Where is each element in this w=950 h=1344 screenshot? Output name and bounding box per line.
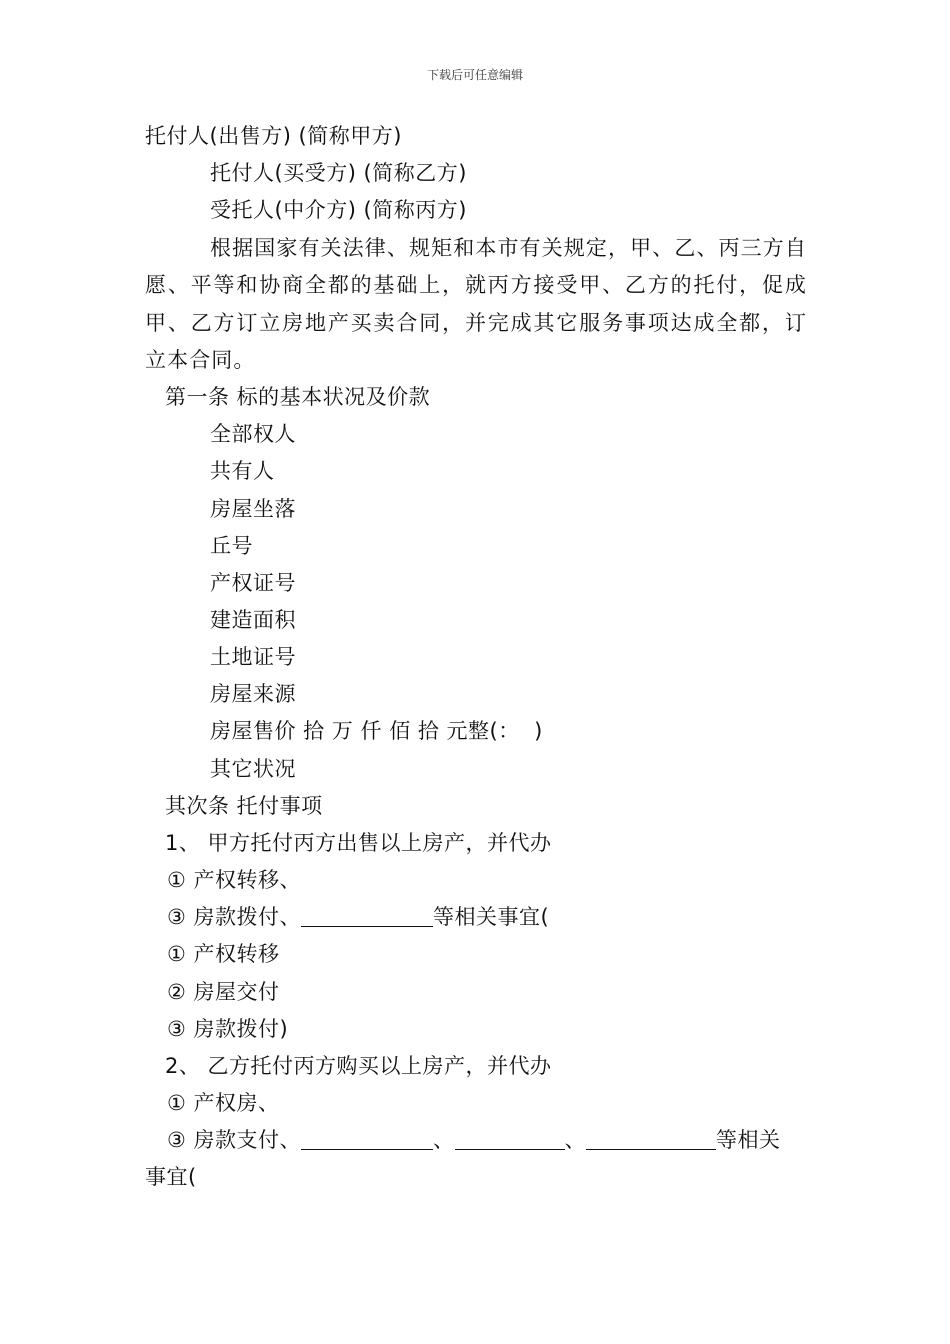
field-land-cert: 土地证号: [210, 645, 296, 669]
blank-line: [455, 1129, 565, 1150]
separator: 、: [564, 1128, 587, 1152]
blank-line: [301, 1129, 433, 1150]
blank-line: [301, 906, 433, 927]
item2-lead: 2、 乙方托付丙方购买以上房产，并代办: [165, 1054, 552, 1078]
item2-line: [167, 1125, 781, 1155]
item2-line: 事宜(: [145, 1165, 197, 1189]
item1-line: ② 房屋交付: [167, 980, 280, 1004]
field-owner: 全部权人: [210, 422, 296, 446]
party-agent: 受托人(中介方) (简称丙方): [210, 198, 467, 222]
preamble-paragraph: 根据国家有关法律、规矩和本市有关规定，甲、乙、丙三方自愿、平等和协商全都的基础上，就丙方接受甲、乙方的托付，促成甲、乙方订立房地产买卖合同，并完成其它服务事项达成全都，订立本合同。: [145, 236, 807, 373]
item1-line-tail: 等相关事宜(: [433, 905, 550, 929]
item2-line-text: ③ 房款支付、: [167, 1128, 302, 1152]
separator: 、: [433, 1128, 455, 1152]
field-location: 房屋坐落: [210, 497, 296, 521]
party-seller: 托付人(出售方) (简称甲方): [145, 124, 402, 148]
item2-line: ① 产权房、: [167, 1091, 280, 1115]
field-title-cert: 产权证号: [210, 571, 296, 595]
field-co-owner: 共有人: [210, 459, 275, 483]
field-other: 其它状况: [210, 757, 296, 781]
article1-title: 第一条 标的基本状况及价款: [165, 385, 431, 409]
field-lot-number: 丘号: [210, 534, 253, 558]
item1-line: ③ 房款拨付): [167, 1017, 289, 1041]
item1-line: ① 产权转移: [167, 942, 280, 966]
page-header: 下载后可任意编辑: [426, 68, 523, 82]
item2-line-tail: 等相关: [716, 1128, 781, 1152]
party-buyer: 托付人(买受方) (简称乙方): [210, 161, 467, 185]
field-building-area: 建造面积: [210, 608, 296, 632]
item1-line: ① 产权转移、: [167, 868, 302, 892]
blank-line: [586, 1129, 716, 1150]
item1-line-text: ③ 房款拨付、: [167, 905, 302, 929]
article2-title: 其次条 托付事项: [165, 794, 323, 818]
field-house-source: 房屋来源: [210, 682, 296, 706]
item1-line: [167, 902, 549, 932]
field-price: 房屋售价 拾 万 仟 佰 拾 元整(： ): [210, 719, 543, 743]
item1-lead: 1、 甲方托付丙方出售以上房产，并代办: [165, 831, 552, 855]
